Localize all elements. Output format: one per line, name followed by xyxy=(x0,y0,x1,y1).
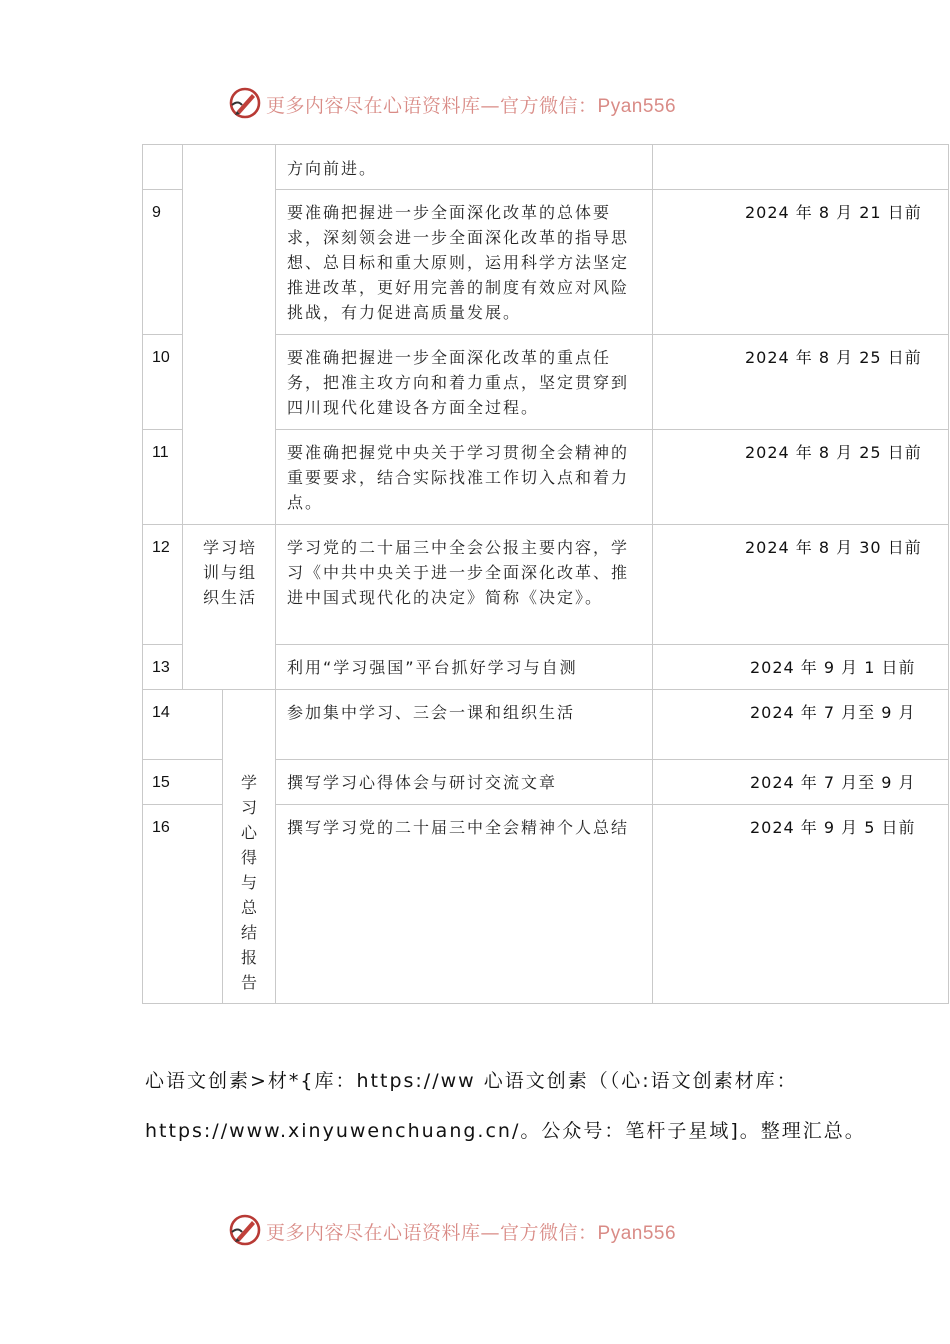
pen-logo-icon xyxy=(228,1213,262,1247)
header-banner xyxy=(0,84,950,124)
task-number: 15 xyxy=(152,774,170,791)
task-number: 10 xyxy=(152,349,170,366)
task-content: 利用“学习强国”平台抓好学习与自测 xyxy=(287,658,578,677)
banner-text: 更多内容尽在心语资料库—官方微信： xyxy=(266,1222,598,1244)
task-number: 9 xyxy=(152,204,161,221)
banner-text: 更多内容尽在心语资料库—官方微信： xyxy=(266,95,598,117)
task-deadline: 2024 年 7 月至 9 月 xyxy=(750,703,916,722)
task-deadline: 2024 年 8 月 21 日前 xyxy=(745,203,922,222)
source-text-line-1: 心语文创素>材*{库：https://ww 心语文创素（（心:语文创素材库： xyxy=(145,1070,798,1092)
task-content: 要准确把握进一步全面深化改革的总体要求，深刻领会进一步全面深化改革的指导思想、总目标和重大原则，运用科学方法坚定推进改革，更好用完善的制度有效应对风险挑战，有力促进高质量发展。 xyxy=(287,203,630,322)
task-deadline: 2024 年 7 月至 9 月 xyxy=(750,773,916,792)
task-number: 13 xyxy=(152,659,170,676)
task-deadline: 2024 年 9 月 1 日前 xyxy=(750,658,916,677)
task-content: 要准确把握党中央关于学习贯彻全会精神的重要要求，结合实际找准工作切入点和着力点。 xyxy=(287,443,630,512)
task-content: 撰写学习党的二十届三中全会精神个人总结 xyxy=(287,818,630,837)
task-deadline: 2024 年 9 月 5 日前 xyxy=(750,818,916,837)
task-deadline: 2024 年 8 月 30 日前 xyxy=(745,538,922,557)
task-content: 学习党的二十届三中全会公报主要内容，学习《中共中央关于进一步全面深化改革、推进中国式现代化的决定》简称《决定》。 xyxy=(287,538,630,607)
category-study-training: 学习培训与组织生活 xyxy=(202,538,257,607)
footer-banner xyxy=(0,1211,950,1251)
task-deadline: 2024 年 8 月 25 日前 xyxy=(745,348,922,367)
banner-wechat-id: Pyan556 xyxy=(597,96,677,117)
task-content: 方向前进。 xyxy=(287,159,378,178)
task-number: 12 xyxy=(152,539,170,556)
task-content: 撰写学习心得体会与研讨交流文章 xyxy=(287,773,558,792)
task-content: 参加集中学习、三会一课和组织生活 xyxy=(287,703,576,722)
source-text-line-2: https://www.xinyuwenchuang.cn/。公众号：笔杆子星域]。整理汇总。 xyxy=(145,1120,866,1142)
category-summary-report: 学习心得与总结报告 xyxy=(240,773,257,992)
task-number: 11 xyxy=(152,444,169,461)
task-deadline: 2024 年 8 月 25 日前 xyxy=(745,443,922,462)
banner-wechat-id: Pyan556 xyxy=(597,1223,677,1244)
pen-logo-icon xyxy=(228,86,262,120)
task-number: 14 xyxy=(152,704,170,721)
task-content: 要准确把握进一步全面深化改革的重点任务，把准主攻方向和着力重点，坚定贯穿到四川现代化建设各方面全过程。 xyxy=(287,348,630,417)
task-number: 16 xyxy=(152,819,170,836)
